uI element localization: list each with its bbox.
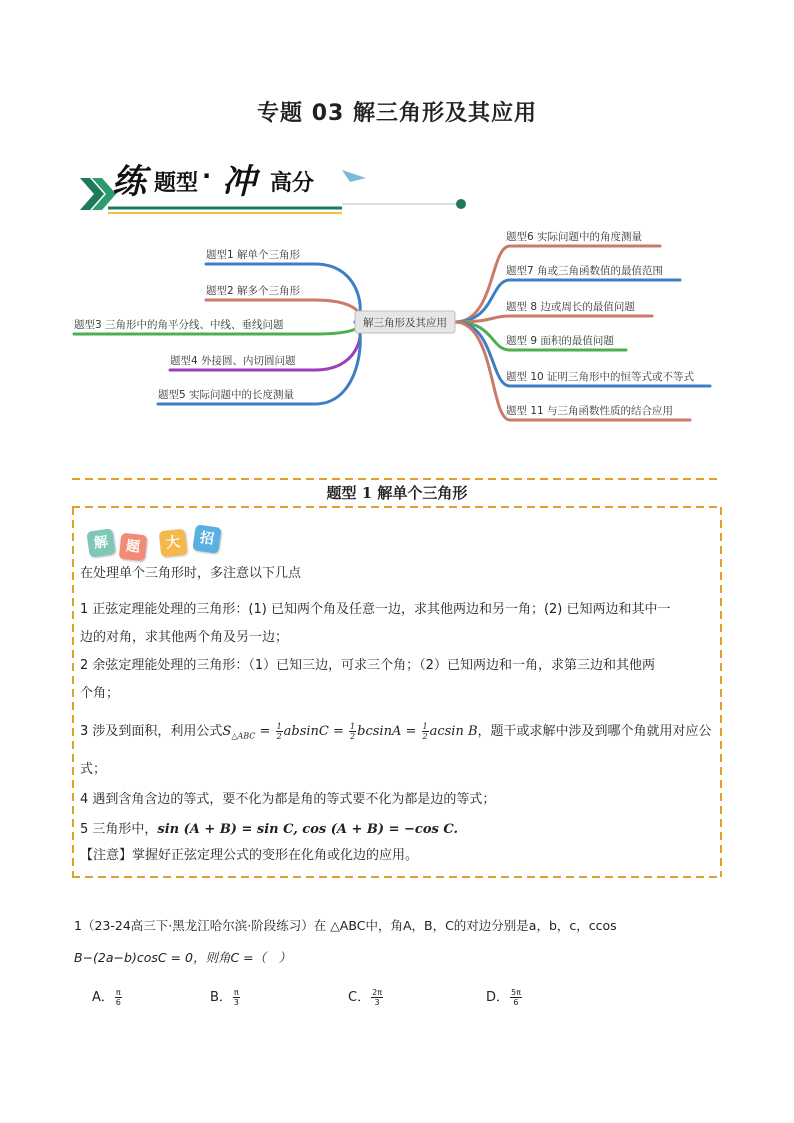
mind-map-node-right: 题型 10 证明三角形中的恒等式或不等式 <box>506 371 695 383</box>
point-3-suffix: ，题干或求解中涉及到哪个角就用对应公 <box>477 724 712 739</box>
banner-char-1: 练 <box>112 162 146 202</box>
choice-d-den: 6 <box>513 998 519 1007</box>
banner-dot <box>456 199 466 209</box>
mind-map-node-right: 题型6 实际问题中的角度测量 <box>506 231 643 243</box>
mind-map-node-right: 题型 11 与三角函数性质的结合应用 <box>506 405 674 417</box>
mind-map-node-left: 题型5 实际问题中的长度测量 <box>158 389 295 401</box>
point-1-line-1: 1 正弦定理能处理的三角形：(1) 已知两个角及任意一边，求其他两边和另一角；(2) 已知两边和其中一 <box>80 602 671 617</box>
banner-dot-char: · <box>202 162 212 190</box>
page-title: 专题 03 解三角形及其应用 <box>257 101 537 126</box>
choice-c-label: C． <box>348 990 371 1005</box>
choice-c-num: 2π <box>372 988 382 997</box>
point-2-line-2: 个角； <box>80 686 120 701</box>
paper-plane-icon <box>342 170 366 182</box>
point-3-line-2: 式； <box>80 762 107 777</box>
choice-d[interactable] <box>486 986 523 1007</box>
banner-char-4: 高分 <box>270 171 315 196</box>
choice-c[interactable] <box>348 986 384 1007</box>
mind-map-branch-right <box>455 316 652 322</box>
point-5 <box>80 820 712 840</box>
choice-a[interactable] <box>92 986 123 1007</box>
choice-a-num: π <box>115 988 121 997</box>
point-4: 4 遇到含角含边的等式，要不化为都是角的等式要不化为都是边的等式； <box>80 792 496 807</box>
mind-map-node-right: 题型7 角或三角函数值的最值范围 <box>506 265 664 277</box>
choice-b-label: B． <box>210 990 232 1005</box>
point-3-line-1 <box>80 722 712 747</box>
area-formula: $S_{\triangle ABC}$ = $\frac{1}{2}$ absinC = $\frac{1}{2}$ bcsinA = $\frac{1}{2}$ acsin B <box>222 722 478 741</box>
tag-da: 大 <box>159 529 188 558</box>
point-5-prefix: 5 三角形中， <box>80 822 158 837</box>
mind-map-node-left: 题型2 解多个三角形 <box>206 285 301 297</box>
point-5-formula: sin (A + B) = sin C, cos (A + B) = −cos C. <box>157 822 458 837</box>
choice-d-num: 5π <box>511 988 521 997</box>
mind-map-node-right: 题型 9 面积的最值问题 <box>506 335 614 347</box>
choice-b[interactable] <box>210 986 241 1007</box>
choice-a-den: 6 <box>115 998 121 1007</box>
choice-b-den: 3 <box>233 998 239 1007</box>
question-line-1: 1（23-24高三下·黑龙江哈尔滨·阶段练习）在 △ABC中，角A，B，C的对边分别是a，b，c，ccos <box>74 918 617 933</box>
choice-a-label: A． <box>92 990 114 1005</box>
banner-char-3: 冲 <box>222 162 256 202</box>
mind-map-node-left: 题型3 三角形中的角平分线、中线、垂线问题 <box>74 319 284 331</box>
section-title: 题型 1 解单个三角形 <box>326 484 468 502</box>
choice-c-den: 3 <box>374 998 380 1007</box>
intro-text: 在处理单个三角形时，多注意以下几点 <box>80 566 302 581</box>
mind-map-node-left: 题型1 解单个三角形 <box>206 249 301 261</box>
mind-map-node-left: 题型4 外接圆、内切圆问题 <box>170 355 296 367</box>
point-3-prefix: 3 涉及到面积，利用公式 <box>80 724 223 739</box>
note-text: 【注意】掌握好正弦定理公式的变形在化角或化边的应用。 <box>80 848 419 863</box>
question-line-2: B−(2a−b)cosC = 0，则角C =（ ） <box>74 950 292 965</box>
point-2-line-1: 2 余弦定理能处理的三角形：（1）已知三边，可求三个角；（2）已知两边和一角，求第三边和其他两 <box>80 658 655 673</box>
mind-map-center-label: 解三角形及其应用 <box>363 317 447 329</box>
mind-map <box>60 220 760 430</box>
tag-zhao: 招 <box>192 524 221 553</box>
choice-d-label: D． <box>486 990 510 1005</box>
mind-map-node-right: 题型 8 边或周长的最值问题 <box>506 301 635 313</box>
tag-ti: 题 <box>119 533 148 562</box>
banner-char-2: 题型 <box>154 171 199 196</box>
mind-map-svg <box>60 220 760 430</box>
banner <box>74 150 474 222</box>
choice-b-num: π <box>233 988 239 997</box>
point-1-line-2: 边的对角，求其他两个角及另一边； <box>80 630 289 645</box>
tag-jie: 解 <box>86 528 115 557</box>
